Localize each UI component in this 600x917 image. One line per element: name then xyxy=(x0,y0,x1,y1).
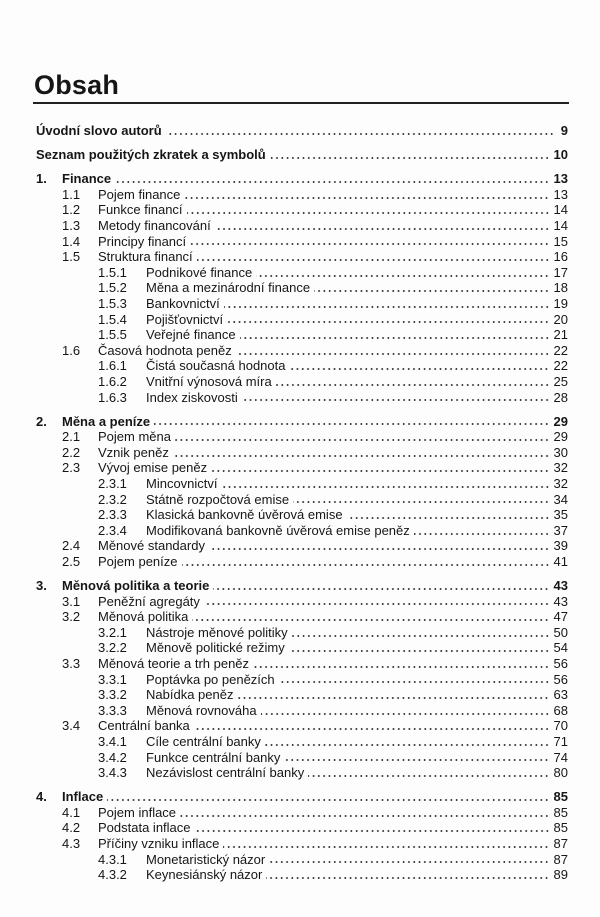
toc-entry-title: Inflace xyxy=(62,789,104,805)
dot-leader xyxy=(347,517,550,519)
toc-entry-number: 4.3.1 xyxy=(98,851,127,867)
toc-entry xyxy=(36,765,568,781)
toc-entry xyxy=(36,507,568,523)
dot-leader xyxy=(237,697,549,699)
toc-entry-number: 2.3.3 xyxy=(98,507,127,523)
toc-entry xyxy=(36,249,568,265)
toc-entry xyxy=(36,578,568,594)
dot-leader xyxy=(194,728,550,730)
toc-entry-page: 37 xyxy=(553,522,568,538)
toc-entry-page: 89 xyxy=(553,867,568,883)
toc-entry xyxy=(36,594,568,610)
toc-entry-page: 25 xyxy=(553,373,568,389)
dot-leader xyxy=(180,815,549,817)
dot-leader xyxy=(269,861,549,863)
toc-entry xyxy=(36,358,568,374)
toc-entry-title: Pojišťovnictví xyxy=(146,311,224,327)
toc-entry xyxy=(36,296,568,312)
toc-entry-page: 22 xyxy=(553,358,568,374)
toc-entry-title: Měnová rovnováha xyxy=(146,702,257,718)
dot-leader xyxy=(192,619,549,621)
toc-entry-title: Finance xyxy=(62,171,112,187)
toc-entry-page: 41 xyxy=(553,553,568,569)
toc-entry-title: Podstata inflace xyxy=(98,820,191,836)
dot-leader xyxy=(107,799,549,801)
dot-leader xyxy=(240,337,550,339)
toc-entry-title: Příčiny vzniku inflace xyxy=(98,836,220,852)
toc-entry xyxy=(36,609,568,625)
toc-entry xyxy=(36,280,568,296)
toc-entry-number: 2.1 xyxy=(62,429,81,445)
toc-entry-page: 80 xyxy=(553,765,568,781)
toc-entry-title: Měna a peníze xyxy=(62,413,151,429)
dot-leader xyxy=(204,603,550,605)
toc-entry-title: Bankovnictví xyxy=(146,295,220,311)
toc-entry-title: Modifikovaná bankovně úvěrová emise peněz xyxy=(146,522,410,538)
toc-entry-number: 1.6.3 xyxy=(98,389,127,405)
dot-leader xyxy=(265,744,550,746)
toc-entry-title: Vývoj emise peněz xyxy=(98,460,208,476)
toc-entry-title: Funkce centrální banky xyxy=(146,749,281,765)
toc-entry xyxy=(36,414,568,430)
dot-leader xyxy=(222,486,550,488)
toc-entry-page: 15 xyxy=(553,233,568,249)
toc-entry-page: 85 xyxy=(553,789,568,805)
toc-entry xyxy=(36,640,568,656)
toc-entry-number: 3.4 xyxy=(62,718,81,734)
toc-entry-number: 1.5.2 xyxy=(98,280,127,296)
dot-leader xyxy=(314,290,549,292)
toc-entry xyxy=(36,625,568,641)
dot-leader xyxy=(284,759,549,761)
toc-entry-title: Veřejné finance xyxy=(146,327,236,343)
toc-entry-page: 21 xyxy=(553,327,568,343)
toc-entry-page: 87 xyxy=(553,836,568,852)
toc-entry-title: Struktura financí xyxy=(98,249,193,265)
toc-entry-title: Podnikové finance xyxy=(146,264,253,280)
toc-entry-title: Nástroje měnové politiky xyxy=(146,624,288,640)
toc-entry-number: 3.3 xyxy=(62,656,81,671)
toc-entry-number: 1.3 xyxy=(62,217,81,233)
toc-entry-title: Měnově politické režimy xyxy=(146,640,285,656)
toc-entry-title: Pojem peníze xyxy=(98,553,178,569)
toc-entry xyxy=(36,147,568,163)
toc-entry-number: 4.3 xyxy=(62,836,81,852)
toc-entry-title: Měnové standardy xyxy=(98,538,205,554)
dot-leader xyxy=(224,306,550,308)
toc-entry xyxy=(36,234,568,250)
toc-entry-title: Principy financí xyxy=(98,233,187,249)
toc-entry-number: 2.3 xyxy=(62,460,81,476)
toc-entry-number: 4.3.2 xyxy=(98,867,127,883)
toc-entry xyxy=(36,429,568,445)
toc-entry-title: Měnová politika a teorie xyxy=(62,578,210,594)
toc-entry-number: 4.1 xyxy=(62,804,81,820)
toc-entry xyxy=(36,734,568,750)
toc-entry xyxy=(36,656,568,672)
dot-leader xyxy=(187,212,550,214)
toc-entry-number: 1.6.2 xyxy=(98,373,127,389)
toc-entry-number: 3.2.1 xyxy=(98,624,127,640)
toc-entry-page: 39 xyxy=(553,538,568,554)
toc-entry-title: Peněžní agregáty xyxy=(98,593,200,609)
toc-entry xyxy=(36,750,568,766)
dot-leader xyxy=(173,455,550,457)
dot-leader xyxy=(242,399,550,401)
toc-entry-page: 87 xyxy=(553,851,568,867)
toc-entry-title: Nezávislost centrální banky xyxy=(146,765,305,781)
toc-entry-page: 63 xyxy=(553,687,568,703)
toc-entry-page: 32 xyxy=(553,460,568,476)
toc-entry xyxy=(36,492,568,508)
dot-leader xyxy=(209,548,550,550)
toc-entry-title: Keynesiánský názor xyxy=(146,867,263,883)
toc-entry-title: Centrální banka xyxy=(98,718,190,734)
toc-entry-page: 56 xyxy=(553,671,568,687)
toc-entry-number: 1.5.5 xyxy=(98,327,127,343)
toc-entry xyxy=(36,687,568,703)
toc-entry-title: Státně rozpočtová emise xyxy=(146,491,290,507)
dot-leader xyxy=(414,533,550,535)
toc-entry-title: Pojem inflace xyxy=(98,804,177,820)
toc-entry-title: Vznik peněz xyxy=(98,444,169,460)
toc-entry-page: 47 xyxy=(553,609,568,625)
dot-leader xyxy=(175,439,550,441)
toc-entry xyxy=(36,836,568,852)
dot-leader xyxy=(308,775,549,777)
toc-entry-number: 2.2 xyxy=(62,444,81,460)
toc-entry-page: 20 xyxy=(553,311,568,327)
dot-leader xyxy=(197,259,550,261)
toc-entry-number: 1.4 xyxy=(62,233,81,249)
dot-leader xyxy=(223,846,549,848)
toc-entry xyxy=(36,852,568,868)
toc-entry xyxy=(36,805,568,821)
toc-entry-number: 1.5.1 xyxy=(98,264,127,280)
table-of-contents xyxy=(36,123,568,883)
toc-entry xyxy=(36,171,568,187)
toc-entry-page: 50 xyxy=(553,624,568,640)
toc-entry-number: 2. xyxy=(36,413,47,429)
dot-leader xyxy=(236,353,550,355)
toc-entry-number: 1.5.3 xyxy=(98,295,127,311)
toc-entry xyxy=(36,523,568,539)
toc-entry-page: 16 xyxy=(553,249,568,265)
toc-entry-page: 85 xyxy=(553,820,568,836)
dot-leader xyxy=(261,713,550,715)
toc-entry-page: 29 xyxy=(553,413,568,429)
toc-entry-title: Mincovnictví xyxy=(146,475,218,491)
toc-entry xyxy=(36,703,568,719)
dot-leader xyxy=(253,666,549,668)
toc-entry-number: 3.2.2 xyxy=(98,640,127,656)
toc-entry xyxy=(36,718,568,734)
toc-entry-title: Vnitřní výnosová míra xyxy=(146,373,272,389)
toc-entry-title: Měnová politika xyxy=(98,609,189,625)
toc-entry-number: 3.4.3 xyxy=(98,765,127,781)
toc-entry-title: Monetaristický názor xyxy=(146,851,266,867)
toc-entry-page: 54 xyxy=(553,640,568,656)
dot-leader xyxy=(195,830,550,832)
toc-entry xyxy=(36,554,568,570)
dot-leader xyxy=(215,228,550,230)
toc-entry-page: 9 xyxy=(560,123,568,138)
toc-entry-title: Klasická bankovně úvěrová emise xyxy=(146,507,343,523)
toc-entry xyxy=(36,476,568,492)
toc-entry-title: Cíle centrální banky xyxy=(146,733,261,749)
toc-entry-number: 4.2 xyxy=(62,820,81,836)
dot-leader xyxy=(154,423,549,425)
toc-entry-number: 1.6 xyxy=(62,342,81,358)
toc-entry-title: Metody financování xyxy=(98,217,211,233)
toc-entry-number: 3.2 xyxy=(62,609,81,625)
toc-entry-title: Index ziskovosti xyxy=(146,389,238,405)
toc-entry-page: 22 xyxy=(553,342,568,358)
toc-entry-page: 14 xyxy=(553,202,568,218)
toc-entry-number: 1.5 xyxy=(62,249,81,265)
toc-entry xyxy=(36,327,568,343)
toc-entry xyxy=(36,218,568,234)
toc-entry-title: Nabídka peněz xyxy=(146,687,234,703)
toc-entry-page: 13 xyxy=(553,171,568,187)
toc-entry-number: 3.1 xyxy=(62,593,81,609)
toc-entry-title: Měnová teorie a trh peněz xyxy=(98,656,250,671)
title-divider xyxy=(33,102,569,104)
page-title: Obsah xyxy=(34,70,120,100)
toc-entry xyxy=(36,538,568,554)
toc-entry-title: Pojem finance xyxy=(98,186,181,202)
dot-leader xyxy=(270,157,550,159)
toc-entry-page: 34 xyxy=(553,491,568,507)
toc-entry-title: Poptávka po penězích xyxy=(146,671,275,687)
toc-entry xyxy=(36,187,568,203)
toc-entry xyxy=(36,445,568,461)
toc-entry-number: 3.3.3 xyxy=(98,702,127,718)
toc-entry-title: Časová hodnota peněz xyxy=(98,342,232,358)
dot-leader xyxy=(292,635,550,637)
dot-leader xyxy=(279,681,550,683)
toc-entry-number: 3.4.2 xyxy=(98,749,127,765)
toc-entry-title: Úvodní slovo autorů xyxy=(36,123,162,138)
toc-entry xyxy=(36,374,568,390)
toc-entry-page: 71 xyxy=(553,733,568,749)
toc-entry xyxy=(36,867,568,883)
toc-entry-page: 32 xyxy=(553,475,568,491)
toc-entry-number: 1.5.4 xyxy=(98,311,127,327)
toc-entry-page: 85 xyxy=(553,804,568,820)
toc-entry xyxy=(36,123,568,139)
toc-entry-title: Funkce financí xyxy=(98,202,183,218)
toc-entry-number: 3.3.2 xyxy=(98,687,127,703)
toc-entry-number: 1.2 xyxy=(62,202,81,218)
toc-entry-page: 74 xyxy=(553,749,568,765)
toc-entry-page: 19 xyxy=(553,295,568,311)
toc-entry-page: 43 xyxy=(553,593,568,609)
dot-leader xyxy=(182,564,550,566)
toc-entry xyxy=(36,265,568,281)
toc-entry xyxy=(36,820,568,836)
toc-entry-number: 3.4.1 xyxy=(98,733,127,749)
toc-entry-number: 1.6.1 xyxy=(98,358,127,374)
toc-entry-title: Seznam použitých zkratek a symbolů xyxy=(36,147,266,163)
toc-entry-title: Pojem měna xyxy=(98,429,171,445)
toc-entry-page: 28 xyxy=(553,389,568,405)
toc-entry-page: 30 xyxy=(553,444,568,460)
dot-leader xyxy=(115,181,549,183)
toc-entry-page: 35 xyxy=(553,507,568,523)
toc-entry xyxy=(36,460,568,476)
dot-leader xyxy=(190,243,549,245)
toc-entry-page: 29 xyxy=(553,429,568,445)
toc-entry-number: 2.4 xyxy=(62,538,81,554)
dot-leader xyxy=(266,877,549,879)
toc-entry xyxy=(36,390,568,406)
toc-entry-number: 2.5 xyxy=(62,553,81,569)
dot-leader xyxy=(211,470,549,472)
dot-leader xyxy=(227,321,549,323)
toc-entry-page: 43 xyxy=(553,578,568,594)
toc-entry-number: 2.3.1 xyxy=(98,475,127,491)
toc-entry-page: 68 xyxy=(553,702,568,718)
toc-entry-page: 17 xyxy=(553,264,568,280)
toc-entry-page: 56 xyxy=(553,656,568,671)
toc-entry-number: 3.3.1 xyxy=(98,671,127,687)
toc-entry xyxy=(36,672,568,688)
toc-entry-number: 2.3.4 xyxy=(98,522,127,538)
dot-leader xyxy=(166,133,554,135)
toc-entry xyxy=(36,202,568,218)
toc-entry-page: 10 xyxy=(553,147,568,163)
toc-entry-page: 13 xyxy=(553,186,568,202)
dot-leader xyxy=(256,275,549,277)
toc-entry xyxy=(36,312,568,328)
dot-leader xyxy=(293,501,549,503)
toc-entry-page: 14 xyxy=(553,217,568,233)
toc-entry-number: 3. xyxy=(36,578,47,594)
toc-entry-number: 1. xyxy=(36,171,47,187)
dot-leader xyxy=(213,588,549,590)
toc-entry-title: Měna a mezinárodní finance xyxy=(146,280,311,296)
toc-entry xyxy=(36,789,568,805)
toc-entry-number: 4. xyxy=(36,789,47,805)
toc-entry-number: 2.3.2 xyxy=(98,491,127,507)
dot-leader xyxy=(184,197,549,199)
toc-entry-number: 1.1 xyxy=(62,186,81,202)
toc-entry-page: 70 xyxy=(553,718,568,734)
toc-entry xyxy=(36,343,568,359)
dot-leader xyxy=(276,384,550,386)
dot-leader xyxy=(289,650,550,652)
toc-entry-page: 18 xyxy=(553,280,568,296)
dot-leader xyxy=(289,368,549,370)
toc-entry-title: Čistá současná hodnota xyxy=(146,358,286,374)
